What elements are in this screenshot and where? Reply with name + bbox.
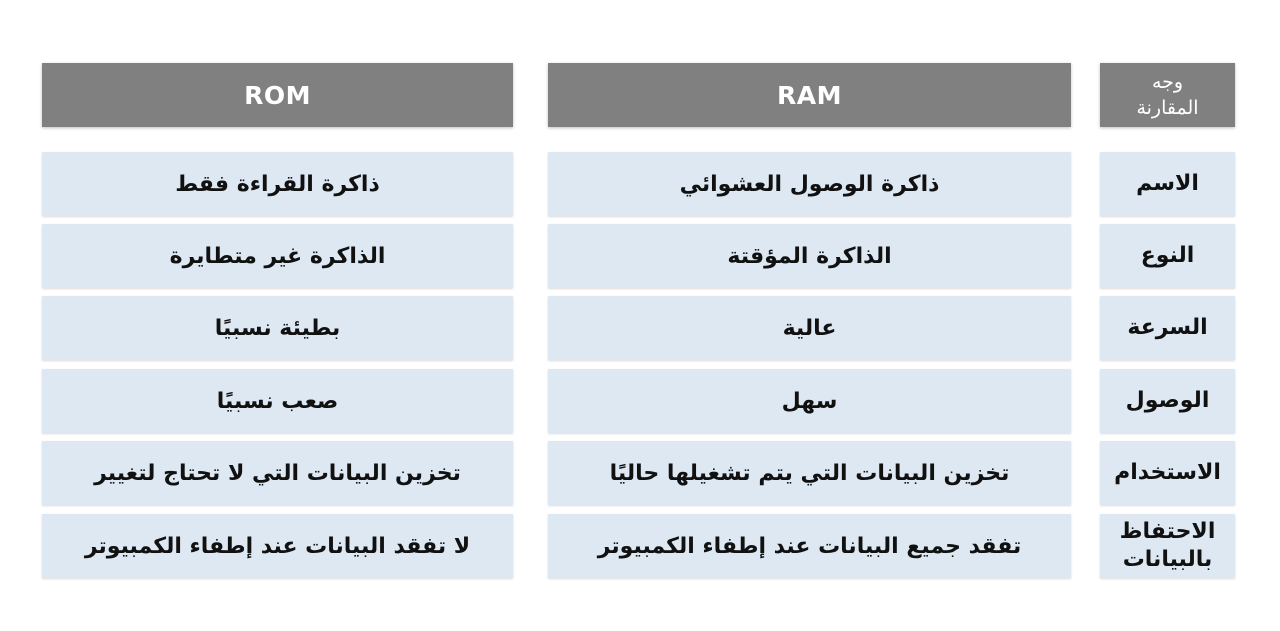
header-label-line2: المقارنة — [1136, 97, 1199, 119]
row-usage-ram — [548, 441, 1071, 505]
row-usage-rom — [42, 441, 513, 505]
cell-text: تفقد جميع البيانات عند إطفاء الكمبيوتر — [597, 533, 1022, 559]
cell-text: بطيئة نسبيًا — [214, 315, 341, 341]
cell-text: تخزين البيانات التي يتم تشغيلها حاليًا — [609, 460, 1010, 486]
cell-text: ذاكرة الوصول العشوائي — [679, 171, 940, 197]
row-retention-label — [1100, 514, 1235, 578]
row-name-label — [1100, 152, 1235, 216]
header-rom — [42, 63, 513, 127]
row-name-ram — [548, 152, 1071, 216]
cell-text: صعب نسبيًا — [216, 388, 339, 414]
cell-text: لا تفقد البيانات عند إطفاء الكمبيوتر — [84, 533, 471, 559]
row-label: الاستخدام — [1114, 460, 1221, 485]
row-speed-ram — [548, 296, 1071, 360]
row-usage-label — [1100, 441, 1235, 505]
row-label: النوع — [1140, 243, 1195, 268]
row-type-rom — [42, 224, 513, 288]
row-label: الاسم — [1136, 171, 1199, 196]
row-label: الوصول — [1125, 388, 1210, 413]
row-speed-label — [1100, 296, 1235, 360]
row-retention-ram — [548, 514, 1071, 578]
row-type-label — [1100, 224, 1235, 288]
cell-text: سهل — [781, 388, 838, 414]
header-comparison-aspect — [1100, 63, 1235, 127]
cell-text: الذاكرة غير متطايرة — [169, 243, 386, 269]
header-ram — [548, 63, 1071, 127]
row-label: السرعة — [1127, 315, 1208, 340]
row-access-rom — [42, 369, 513, 433]
cell-text: الذاكرة المؤقتة — [727, 243, 892, 269]
row-access-label — [1100, 369, 1235, 433]
header-ram-label: RAM — [777, 80, 842, 110]
cell-text: ذاكرة القراءة فقط — [175, 171, 380, 197]
row-type-ram — [548, 224, 1071, 288]
row-name-rom — [42, 152, 513, 216]
row-label-line2: بالبيانات — [1122, 547, 1213, 572]
row-speed-rom — [42, 296, 513, 360]
header-label-line1: وجه — [1151, 71, 1184, 93]
row-retention-rom — [42, 514, 513, 578]
cell-text: تخزين البيانات التي لا تحتاج لتغيير — [94, 460, 461, 486]
header-rom-label: ROM — [244, 80, 311, 110]
row-label-line1: الاحتفاظ — [1119, 519, 1216, 544]
row-access-ram — [548, 369, 1071, 433]
cell-text: عالية — [782, 315, 837, 341]
